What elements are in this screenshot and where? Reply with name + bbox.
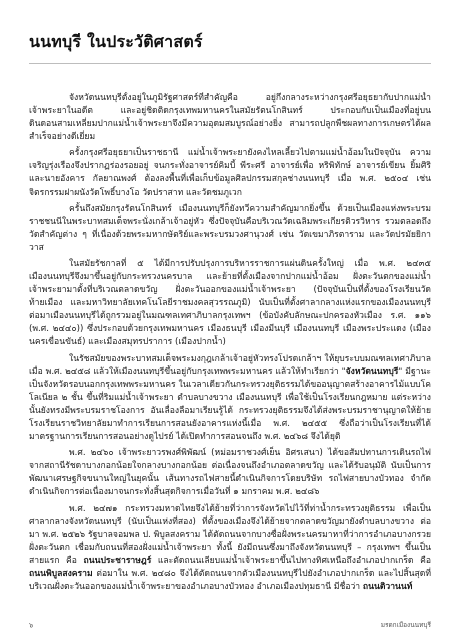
text-run: พ.ศ. ๒๔๖๐ เจ้าพระยาวรพงศ์พิพัฒน์ (หม่อมราชวงศ์เย็น อิศรเสนา) ได้ขอสัมปทานการเดินรถไฟจากสถานีรัชดาบางกอกน้อยใจกลางบางกอกน้อย ต่อเนื่องจนถึงอำเภอตลาดขวัญ และได้รับอนุมัติ นับเป็นการพัฒนาเศรษฐกิจขนานใหญ่ในยุคนั้น เส้นทางรถไฟสายนี้ดำเนินกิจการโดยบริษัท รถไฟสายบางบัวทอง จำกัด ดำเนินกิจการต่อเนื่องมาจนกระทั่งสิ้นสุดกิจการเมื่อวันที่ ๑ มกราคม พ.ศ. ๒๔๘๖ [29, 448, 431, 498]
book-title: มรดกเมืองนนทบุรี [380, 621, 431, 629]
article-body [29, 92, 431, 607]
page-footer [29, 620, 431, 632]
title-divider [29, 63, 431, 64]
bold-term: ถนนติวานนท์ [362, 581, 413, 592]
page-number: ๖ [29, 621, 34, 629]
text-run: และตัดถนนเลียบแม่น้ำเจ้าพระยาขึ้นไปทางทิศเหนือถึงอำเภอปากเกร็ด คือ [151, 555, 431, 566]
paragraph [29, 353, 431, 444]
text-run: ในรัชสมัยของพระบาทสมเด็จพระมงกุฎเกล้าเจ้าอยู่หัวทรงโปรดเกล้าฯ ให้ยุบระบบมณฑลเทศาภิบาล เมื่อ พ.ศ. ๒๔๕๘ แล้วให้เมืองนนทบุรีขึ้นอยู่กับกรุงเทพพระมหานคร แล้วให้ทำเรียกว่า " [29, 353, 431, 377]
text-run: พ.ศ. ๒๔๗๑ กระทรวงมหาดไทยจึงได้ย้ายที่ว่าการจังหวัดไปไว้ที่ท่าน้ำกระทรวงยุติธรรม เพื่อเป็นศาลากลางจังหวัดนนทบุรี (นับเป็นแห่งที่สอง) ที่ตั้งของเมืองจึงได้ย้ายจากตลาดขวัญมายังตำบลบางขวาง ต่อมา พ.ศ. ๒๕๒๖ รัฐบาลจอมพล ป. พิบูลสงคราม ได้ตัดถนนจากบางซื่อฝั่งพระนครมาหาที่ว่าการอำเภอบางกรวยฝั่งตะวันตก เชื่อมกับถนนที่สองฝั่งแม่น้ำเจ้าพระยา ทั้งนี้ ยังมีถนนซึ่งมาถึงจังหวัดนนทบุรี – กรุงเทพฯ ขึ้นเป็นสายแรก คือ [29, 503, 431, 566]
text-run: ครั้งกรุงศรีอยุธยาเป็นราชธานี แม่น้ำเจ้าพระยายังคงไหลเลี้ยวไปตามแม่น้ำอ้อมในปัจจุบัน ความเจริญรุ่งเรืองจึงปรากฏร่องรอยอยู่ จนกระทั่งอาจารย์คิมบี้ พีระศรี อาจารย์เพื่อ หริพิทักษ์ อาจารย์เขียน ยิ้มศิริ และนายอังคาร กัลยาณพงศ์ ต้องลงพื้นที่เพื่อเก็บข้อมูลศิลปกรรมสกุลช่างนนทบุรี เมื่อ พ.ศ. ๒๕๐๔ เช่น จิตรกรรมฝาผนังวัดโพธิ์บางโอ วัดปราสาท และวัดชมภูเวก [29, 148, 431, 198]
paragraph [29, 503, 431, 594]
bold-term: ถนนพิบูลสงคราม [29, 568, 93, 579]
bold-term: จังหวัดนนทบุรี [345, 366, 399, 377]
paragraph [29, 258, 431, 349]
text-run: ในสมัยรัชกาลที่ ๕ ได้มีการปรับปรุงการบริหารราชการแผ่นดินครั้งใหญ่ เมื่อ พ.ศ. ๒๔๓๕ เมืองนนทบุรีจึงมาขึ้นอยู่กับกระทรวงนครบาล และย้ายที่ตั้งเมืองจากปากแม่น้ำอ้อม ฝั่งตะวันตกของแม่น้ำเจ้าพระยามาตั้งที่บริเวณตลาดขวัญ ฝั่งตะวันออกของแม่น้ำเจ้าพระยา (ปัจจุบันเป็นที่ตั้งของโรงเรียนวัดท้ายเมือง และมหาวิทยาลัยเทคโนโลยีราชมงคลสุวรรณภูมิ) นับเป็นที่ตั้งศาลากลางแห่งแรกของเมืองนนทบุรี ต่อมาเมืองนนทบุรีได้ถูกรวมอยู่ในมณฑลเทศาภิบาลกรุงเทพฯ (ข้อบังคับลักษณะปกครองหัวเมือง ร.ศ. ๑๑๖ (พ.ศ. ๒๔๔๐)) ซึ่งประกอบด้วยกรุงเทพมหานคร เมืองธนบุรี เมืองมีนบุรี เมืองนนทบุรี เมืองพระประแดง (เมืองนครเขื่อนขันธ์) และเมืองสมุทรปราการ (เมืองปากน้ำ) [29, 259, 431, 348]
paragraph [29, 203, 431, 255]
paragraph [29, 147, 431, 199]
text-run: " มีฐานะเป็นจังหวัดรอบนอกกรุงเทพพระมหานคร ในเวลาเดียวกันกระทรวงยุติธรรมได้ขออนุญาตสร้างอาคารไม้แบบโคโลเนียล ๒ ชั้น ขึ้นที่ริมแม่น้ำเจ้าพระยา ตำบลบางขวาง เมืองนนทบุรี เพื่อใช้เป็นโรงเรียนกฎหมาย แต่ระหว่างนั้นยังทรงมีพระบรมราชโองการ อันเลื่องลือมาเรียนรู้ได้ กระทรวงยุติธรรมจึงได้ส่งพระบรมราชานุญาตให้ย้ายโรงเรียนราชวิทยาลัยมาทำการเรียนการสอนยังอาคารแห่งนี้เมื่อ พ.ศ. ๒๔๕๕ ซึ่งถือว่าเป็นโรงเรียนที่ได้มาตรฐานการเรียนการสอนอย่างดูไปรย์ ได้เปิดทำการสอนจนถึง พ.ศ. ๒๔๖๘ จึงได้ยุติ [29, 366, 431, 442]
paragraph [29, 447, 431, 499]
bold-term: ถนนประชาราษฎร์ [83, 555, 152, 566]
paragraph [29, 92, 431, 144]
text-run: จังหวัดนนทบุรีตั้งอยู่ในภูมิรัฐศาสตร์ที่สำคัญคือ อยู่กึ่งกลางระหว่างกรุงศรีอยุธยากับปากแม่น้ำเจ้าพระยาในอดีต และอยู่ชิดติดกรุงเทพมหานครในสมัยรัตนโกสินทร์ ประกอบกับเป็นเมืองที่อยู่บนดินดอนสามเหลี่ยมปากแม่น้ำเจ้าพระยาจึงมีความอุดมสมบูรณ์อย่างยิ่ง สามารถปลูกพืชผลทางการเกษตรได้ผลสำเร็จอย่างดีเยี่ยม [29, 93, 431, 143]
text-run: ครั้นถึงสมัยกรุงรัตนโกสินทร์ เมืองนนทบุรีก็ยังทวีความสำคัญมากยิ่งขึ้น ด้วยเป็นเมืองแห่งพระบรมราชชนนีในพระบาทสมเด็จพระนั่งเกล้าเจ้าอยู่หัว ซึ่งปัจจุบันคือบริเวณวัดเฉลิมพระเกียรติวรวิหาร รวมตลอดถึงวัดสำคัญต่าง ๆ ที่เนื่องด้วยพระมหากษัตริย์และพระบรมวงศานุวงศ์ เช่น วัดเขมาภิรตาราม และวัดปรมัยยิกาวาส [29, 203, 431, 253]
page-title: นนทบุรี ในประวัติศาสตร์ [29, 32, 203, 51]
text-run: ต่อมาใน พ.ศ. ๒๔๘๐ จึงได้ตัดถนนจากตัวเมืองนนทบุรีไปยังอำเภอปากเกร็ด และไปสิ้นสุดที่บริเวณฝั่งตะวันออกของแม่น้ำเจ้าพระยาของอำเภอบางบัวทอง อำเภอเมืองปทุมธานี มีชื่อว่า [29, 568, 431, 592]
